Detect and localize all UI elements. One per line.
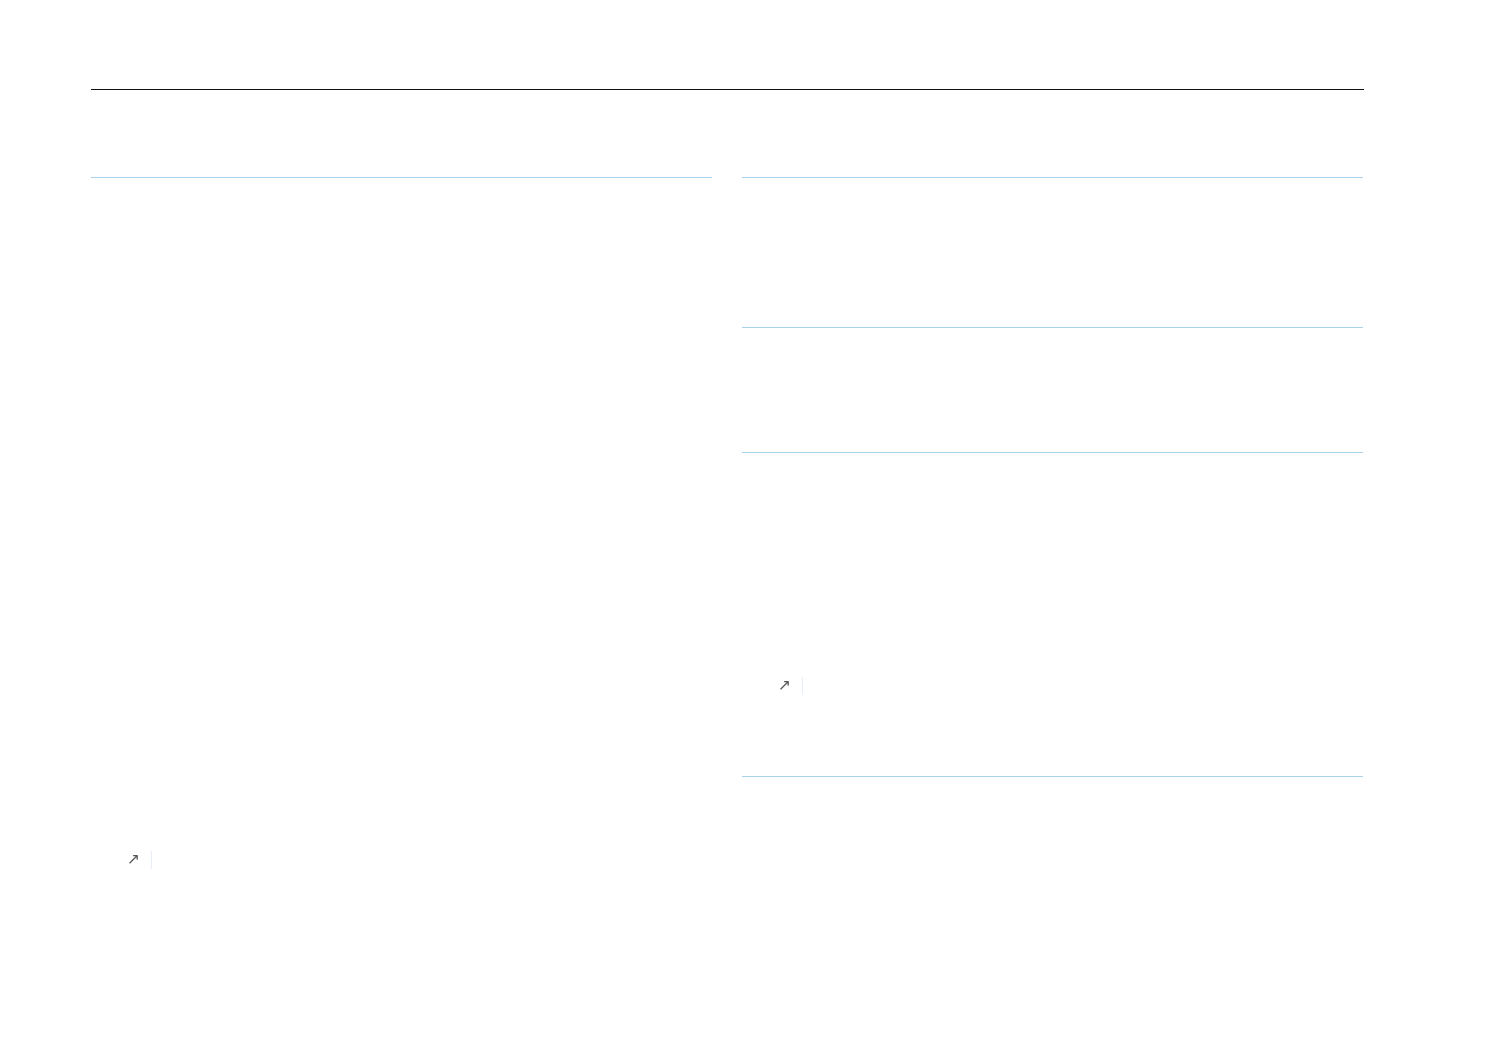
guidelines-link[interactable] [778,673,803,698]
header-divider [91,89,1364,90]
section-divider [91,177,712,178]
section-divider [742,327,1363,328]
section-heading-husagerdir [742,148,1363,188]
section-heading-lydheilsa [742,747,1363,787]
guidelines-link[interactable] [127,847,152,872]
section-heading-fjolgun [742,423,1363,463]
section-divider [742,177,1363,178]
section-heading-verslun [742,298,1363,338]
arrow-up-right-icon: ↗ [127,851,140,868]
arrow-up-right-icon: ↗ [778,677,791,694]
guidelines-link-text[interactable] [802,677,803,695]
section-heading-starfsemi [91,148,712,188]
section-divider [742,776,1363,777]
guidelines-link-text[interactable] [151,851,152,869]
section-divider [742,452,1363,453]
